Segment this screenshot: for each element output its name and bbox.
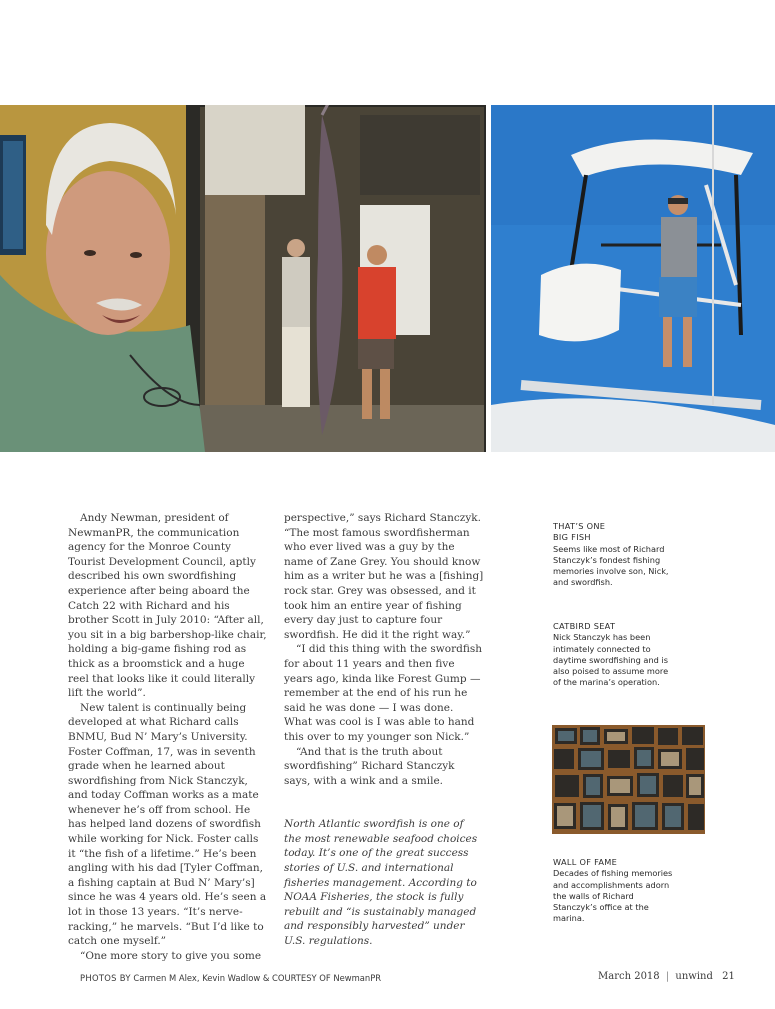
caption-title: THAT’S ONE [553, 521, 606, 531]
credits-names: Carmen M Alex, Kevin Wadlow & COURTESY OF NewmanPR [133, 973, 382, 983]
caption-thats-one-big-fish [553, 521, 673, 589]
photo-wall-of-fame [552, 725, 705, 834]
body-paragraph: New talent is continually being developed at what Richard calls BNMU, Bud N’ Mary’s University. Foster Coffman, 17, was in seventh grade when he learned about swordfishing from Nick Stanczyk, and today Coffman works as a mate whenever he’s off from school. He has helped land dozens of swordfish while working for Nick. Foster calls it “the fish of a lifetime.” He’s been angling with his dad [Tyler Coffman, a fishing captain at Bud N’ Mary’s] since he was 4 years old. He’s seen a lot in those 13 years. “It’s nerve-racking,” he marvels. “But I’d like to catch one myself.” [68, 701, 267, 948]
caption-catbird-seat [553, 621, 673, 689]
caption-text: Seems like most of Richard Stanczyk’s fondest fishing memories involve son, Nick, and swordfish. [553, 543, 669, 588]
magazine-name: unwind [675, 971, 713, 982]
page-number: 21 [722, 971, 735, 982]
caption-title: CATBIRD SEAT [553, 621, 616, 631]
body-paragraph: “I did this thing with the swordfish for about 11 years and then five years ago, kinda like Forest Gump — remember at the end of his run he said he was done — I was done. What was cool is I was able to hand this over to my younger son Nick.” [284, 643, 483, 743]
photo-credits [80, 973, 381, 983]
issue-date: March 2018 [598, 971, 660, 982]
body-paragraph: “And that is the truth about swordfishing” Richard Stanczyk says, with a wink and a smile. [284, 745, 455, 787]
page-folio [598, 971, 738, 982]
photo-nick-on-boat-tower [491, 105, 775, 452]
caption-title: BIG FISH [553, 532, 591, 543]
body-paragraph: Andy Newman, president of NewmanPR, the communication agency for the Monroe County Tourist Development Council, aptly described his own swordfishing experience after being aboard the Catch 22 with Richard and his brother Scott in July 2010: “After all, you sit in a big barbershop-like chair, holding a big-game fishing rod as thick as a broomstick and a huge reel that looks like it could literally lift the world”. [68, 512, 267, 700]
caption-text: Decades of fishing memories and accomplishments adorn the walls of Richard Stanczyk’s office at the marina. [553, 868, 673, 924]
caption-text: Nick Stanczyk has been intimately connected to daytime swordfishing and is also poised to assume more of the marina’s operation. [553, 632, 669, 688]
body-paragraph: “One more story to give you some [80, 949, 262, 962]
folio-separator: | [665, 971, 670, 982]
article-column-1 [68, 511, 268, 963]
caption-wall-of-fame [553, 857, 673, 925]
credits-label: PHOTOS BY [80, 973, 131, 983]
caption-title: WALL OF FAME [553, 857, 618, 867]
photo-richard-with-swordfish-portrait [0, 105, 486, 452]
swordfish-sustainability-note: North Atlantic swordfish is one of the most renewable seafood choices today. It’s one of the great success stories of U.S. and international fisheries management. According to NOAA Fisheries, the stock is fully rebuilt and “is sustainably managed and responsibly harvested” under U.S. regulations. [284, 818, 478, 948]
article-column-2 [284, 511, 484, 949]
body-paragraph: perspective,” says Richard Stanczyk. “The most famous swordfisherman who ever lived was a guy by the name of Zane Grey. You should know him as a writer but he was a [fishing] rock star. Grey was obsessed, and it took him an entire year of fishing every day just to capture four swordfish. He did it the right way.” [284, 512, 484, 641]
